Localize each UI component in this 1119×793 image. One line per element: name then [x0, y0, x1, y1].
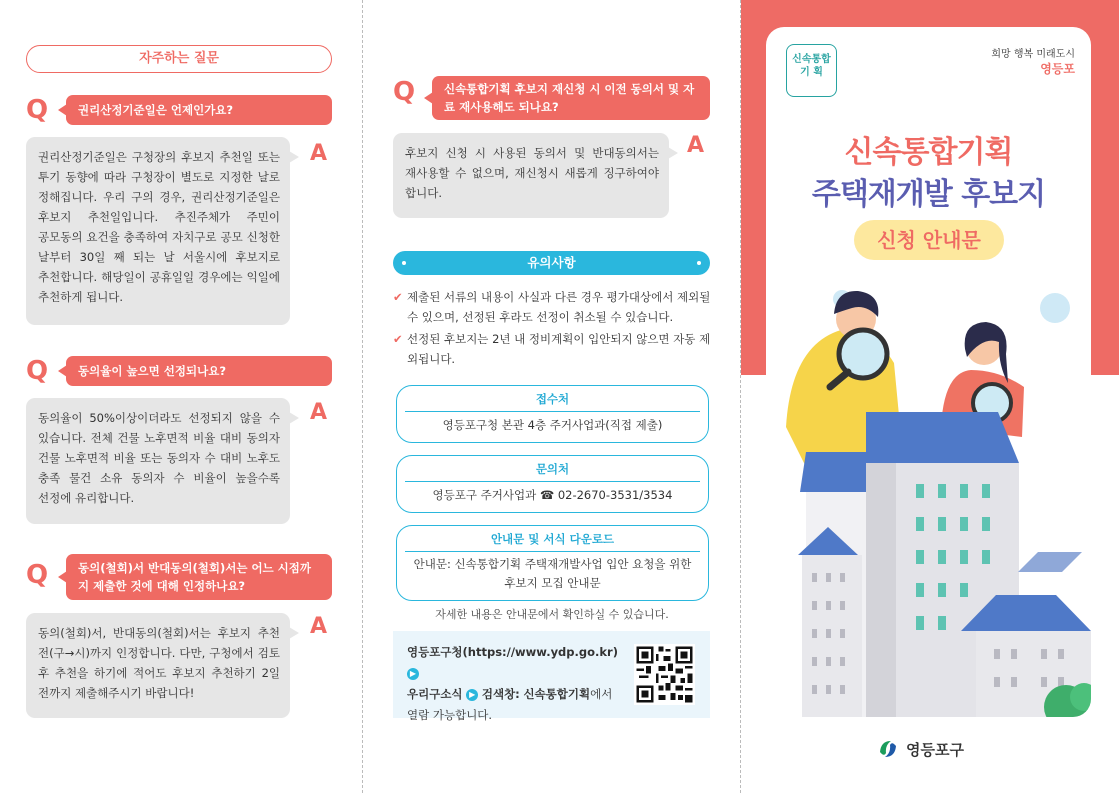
answer-1: 권리산정기준일은 구청장의 후보지 추천일 또는 투기 동향에 따라 구청장이 별도로 지정한 날로 정해집니다. 우리 구의 경우, 권리산정기준일은 후보지 추천일입니다. 추진주체가 주민이 공모동의 요건을 충족하여 자치구로 공모 신청한 날부터 30일 째 되는 날 서울시에 후보지로 추천합니다. 해당일이 공휴일일 경우에는 익일에 추천하게 됩니다. [26, 137, 290, 325]
answer-letter: A [310, 400, 328, 425]
fold-line-1 [362, 0, 363, 793]
answer-4: 후보지 신청 시 사용된 동의서 및 반대동의서는 재사용할 수 없으며, 재신청시 새롭게 징구하여야 합니다. [393, 133, 669, 218]
answer-3: 동의(철회)서, 반대동의(철회)서는 후보지 추천 전(구→시)까지 인정합니다. 다만, 구청에서 검토 후 추천을 하기에 적어도 후보지 추천하기 2일 전까지 제출해주시기 바랍니다! [26, 613, 290, 718]
district-logo-icon [876, 737, 900, 761]
answer-letter: A [310, 614, 328, 639]
contact-body: 영등포구 주거사업과 ☎ 02-2670-3531/3534 [432, 488, 673, 502]
question-3: 동의(철회)서 반대동의(철회)서는 어느 시점까지 제출한 것에 대해 인정하나요? [66, 554, 332, 600]
answer-letter: A [687, 133, 705, 158]
website-text [407, 642, 629, 726]
bar-dot [697, 261, 701, 265]
logo-line-1: 신속통합 [792, 54, 831, 65]
reception-body: 영등포구청 본관 4층 주거사업과(직접 제출) [442, 418, 663, 432]
notice-title-text: 유의사항 [527, 255, 576, 270]
question-2: 동의율이 높으면 선정되나요? [66, 356, 332, 386]
download-box[interactable] [396, 525, 709, 601]
slogan-text: 희망 행복 미래도시 [991, 49, 1075, 60]
slogan-city: 영등포 [1040, 62, 1075, 76]
reception-box [396, 385, 709, 443]
question-1: 권리산정기준일은 언제인가요? [66, 95, 332, 125]
notice-item-text: 선정된 후보지는 2년 내 정비계획이 입안되지 않으면 자동 제외됩니다. [407, 332, 711, 366]
contact-title: 문의처 [405, 456, 700, 482]
arrow-icon: ▶ [466, 689, 478, 701]
download-title: 안내문 및 서식 다운로드 [405, 526, 700, 552]
question-letter: Q [26, 356, 49, 386]
search-label: 검색창: [481, 687, 520, 701]
contact-box [396, 455, 709, 513]
notice-item-text: 제출된 서류의 내용이 사실과 다른 경우 평가대상에서 제외될 수 있으며, 선정된 후라도 선정이 취소될 수 있습니다. [407, 290, 711, 324]
question-letter: Q [26, 95, 49, 125]
question-letter: Q [393, 77, 416, 107]
faq-title: 자주하는 질문 [26, 45, 332, 73]
answer-2: 동의율이 50%이상이더라도 선정되지 않을 수 있습니다. 전체 건물 노후면적 비율 대비 동의자 건물 노후면적 비율 또는 동의자 수 대비 노후도 충족 물건 소유 동의자 수 비율이 높을수록 선정에 유리합니다. [26, 398, 290, 524]
search-suffix: 에서 [590, 687, 613, 701]
check-icon: ✔ [393, 290, 403, 304]
check-icon: ✔ [393, 332, 403, 346]
bar-dot [402, 261, 406, 265]
footer-org-name: 영등포구 [906, 740, 964, 759]
website-link[interactable]: 영등포구청(https://www.ydp.go.kr) [407, 645, 618, 659]
search-keyword: 신속통합기획 [523, 687, 591, 701]
cover-card [766, 27, 1091, 717]
footer-logo [876, 737, 964, 761]
website-end: 열람 가능합니다. [407, 708, 493, 722]
qr-code-icon[interactable] [634, 644, 695, 705]
answer-letter: A [310, 141, 328, 166]
cover-subtitle: 신청 안내문 [854, 220, 1004, 260]
arrow-icon: ▶ [407, 668, 419, 680]
logo-line-2: 기 획 [800, 67, 823, 78]
info-note: 자세한 내용은 안내문에서 확인하실 수 있습니다. [435, 608, 669, 621]
cover-title-line-2: 주택재개발 후보지 [811, 177, 1046, 212]
notice-title [393, 251, 710, 275]
download-body: 안내문: 신속통합기획 주택재개발사업 입안 요청을 위한 후보지 모집 안내문 [413, 557, 692, 590]
cover-title-line-1: 신속통합기획 [844, 135, 1013, 170]
question-letter: Q [26, 560, 49, 590]
notice-item-1 [393, 287, 711, 327]
website-box [393, 631, 710, 722]
buildings-illustration [766, 27, 1091, 717]
reception-title: 접수처 [405, 386, 700, 412]
question-4: 신속통합기획 후보지 재신청 시 이전 동의서 및 자료 재사용해도 되나요? [432, 76, 710, 120]
notice-item-2 [393, 329, 711, 369]
news-menu[interactable]: 우리구소식 [407, 687, 463, 701]
